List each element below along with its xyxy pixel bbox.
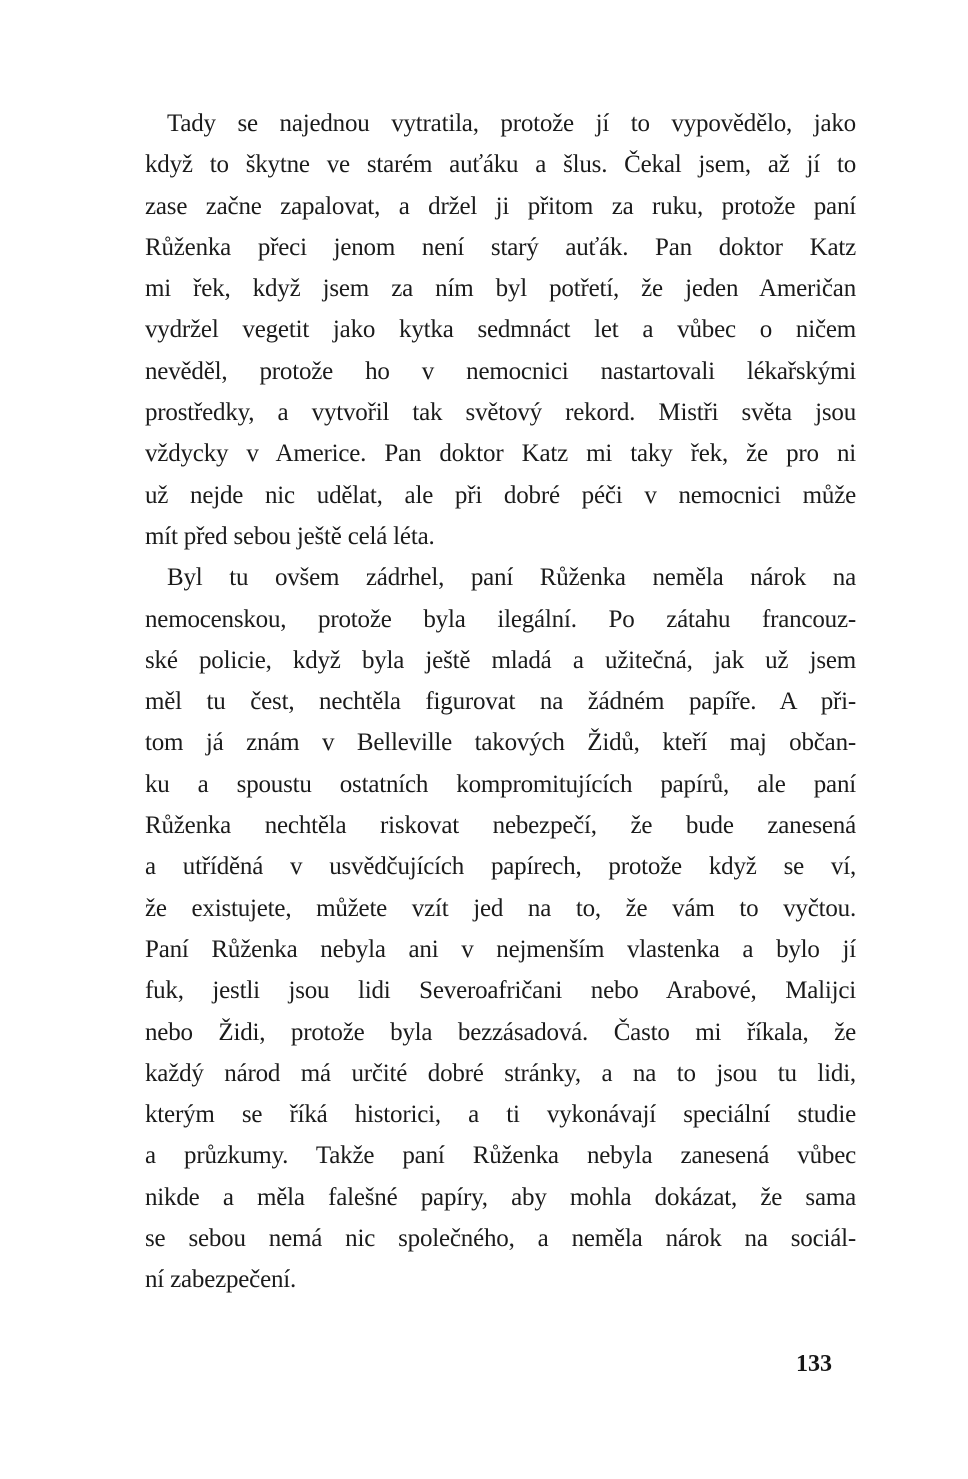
text-block bbox=[145, 103, 856, 1301]
text-line: a utříděná v usvědčujících papírech, protože když se ví, bbox=[145, 853, 856, 881]
paragraph bbox=[145, 557, 856, 1300]
text-line: nebo Židi, protože byla bezzásadová. Často mi říkala, že bbox=[145, 1018, 856, 1046]
text-line: nevěděl, protože ho v nemocnici nastartovali lékařskými bbox=[145, 357, 856, 385]
text-line: tom já znám v Belleville takových Židů, kteří maj občan- bbox=[145, 729, 856, 757]
text-line: Růženka nechtěla riskovat nebezpečí, že bude zanesená bbox=[145, 812, 856, 840]
text-line: že existujete, můžete vzít jed na to, že vám to vyčtou. bbox=[145, 894, 856, 922]
text-line: fuk, jestli jsou lidi Severoafričani nebo Arabové, Malijci bbox=[145, 977, 856, 1005]
text-line: Růženka přeci jenom není starý auťák. Pan doktor Katz bbox=[145, 233, 856, 261]
text-line: nemocenskou, protože byla ilegální. Po zátahu francouz- bbox=[145, 605, 856, 633]
paragraph bbox=[145, 103, 856, 557]
text-line: kterým se říká historici, a ti vykonávají speciální studie bbox=[145, 1101, 856, 1129]
text-line: ní zabezpečení. bbox=[145, 1266, 297, 1294]
text-line: ské policie, když byla ještě mladá a užitečná, jak už jsem bbox=[145, 646, 856, 674]
page-number: 133 bbox=[796, 1351, 832, 1377]
text-line: Tady se najednou vytratila, protože jí to vypovědělo, jako bbox=[167, 110, 856, 137]
text-line: a průzkumy. Takže paní Růženka nebyla zanesená vůbec bbox=[145, 1142, 856, 1170]
text-line: nikde a měla falešné papíry, aby mohla dokázat, že sama bbox=[145, 1183, 856, 1211]
text-line: vydržel vegetit jako kytka sedmnáct let a vůbec o ničem bbox=[145, 316, 856, 344]
text-line: už nejde nic udělat, ale při dobré péči v nemocnici může bbox=[145, 481, 856, 509]
text-line: Paní Růženka nebyla ani v nejmenším vlastenka a bylo jí bbox=[145, 935, 856, 963]
text-line: ku a spoustu ostatních kompromitujících papírů, ale paní bbox=[145, 770, 856, 798]
text-line: Byl tu ovšem zádrhel, paní Růženka neměla nárok na bbox=[167, 564, 856, 592]
text-line: se sebou nemá nic společného, a neměla nárok na sociál- bbox=[145, 1225, 856, 1253]
text-line: měl tu čest, nechtěla figurovat na žádném papíře. A při- bbox=[145, 688, 856, 716]
text-line: mi řek, když jsem za ním byl potřetí, že jeden Američan bbox=[145, 275, 856, 303]
text-line: když to škytne ve starém auťáku a šlus. Čekal jsem, až jí to bbox=[145, 151, 856, 179]
text-line: každý národ má určité dobré stránky, a na to jsou tu lidi, bbox=[145, 1059, 856, 1087]
text-line: mít před sebou ještě celá léta. bbox=[145, 522, 435, 550]
text-line: zase začne zapalovat, a držel ji přitom za ruku, protože paní bbox=[145, 192, 856, 220]
text-line: prostředky, a vytvořil tak světový rekord. Mistři světa jsou bbox=[145, 399, 856, 427]
text-line: vždycky v Americe. Pan doktor Katz mi taky řek, že pro ni bbox=[145, 440, 856, 468]
